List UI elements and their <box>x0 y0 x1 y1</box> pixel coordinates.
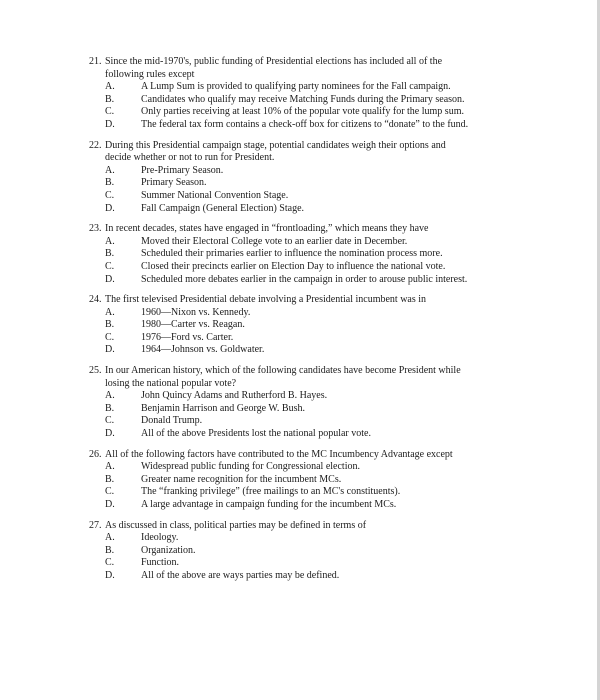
answer-option-c <box>89 486 559 499</box>
question-text: All of the following factors have contributed to the MC Incumbency Advantage except <box>105 448 453 460</box>
answer-option-a <box>89 307 559 320</box>
question-stem <box>89 223 559 236</box>
question-stem <box>89 140 559 165</box>
option-letter: B. <box>105 402 115 414</box>
question-stem <box>89 449 559 462</box>
option-text: 1960—Nixon vs. Kennedy. <box>141 306 251 318</box>
option-letter: B. <box>105 177 115 189</box>
option-letter: D. <box>105 569 115 581</box>
question-stem <box>89 365 559 390</box>
option-text: A Lump Sum is provided to qualifying party nominees for the Fall campaign. <box>141 81 451 93</box>
option-letter: B. <box>105 544 115 556</box>
option-list <box>89 307 559 357</box>
answer-option-d <box>89 570 559 583</box>
option-text: Fall Campaign (General Election) Stage. <box>141 202 305 214</box>
option-text: John Quincy Adams and Rutherford B. Hayes. <box>141 390 328 402</box>
option-letter: D. <box>105 273 115 285</box>
question-list <box>89 56 559 591</box>
option-letter: D. <box>105 118 115 130</box>
answer-option-b <box>89 403 559 416</box>
option-text: 1964—Johnson vs. Goldwater. <box>141 344 265 356</box>
option-text: 1980—Carter vs. Reagan. <box>141 319 245 331</box>
option-letter: D. <box>105 202 115 214</box>
option-letter: C. <box>105 557 115 569</box>
option-letter: C. <box>105 415 115 427</box>
option-letter: A. <box>105 81 115 93</box>
option-letter: A. <box>105 461 115 473</box>
option-letter: D. <box>105 428 115 440</box>
answer-option-d <box>89 499 559 512</box>
option-letter: A. <box>105 306 115 318</box>
answer-option-b <box>89 545 559 558</box>
option-text: A large advantage in campaign funding for the incumbent MCs. <box>141 499 397 510</box>
option-letter: B. <box>105 319 115 331</box>
question-stem <box>89 520 559 533</box>
option-letter: A. <box>105 164 115 176</box>
answer-option-b <box>89 474 559 487</box>
question-number: 24. <box>89 294 102 306</box>
question-26 <box>89 449 559 512</box>
answer-option-b <box>89 319 559 332</box>
option-letter: C. <box>105 189 115 201</box>
question-27 <box>89 520 559 583</box>
answer-option-b <box>89 177 559 190</box>
question-number: 22. <box>89 139 102 151</box>
option-list <box>89 390 559 440</box>
question-stem <box>89 56 559 81</box>
option-text: Widespread public funding for Congressional election. <box>141 461 360 473</box>
option-text: Function. <box>141 557 180 569</box>
option-letter: C. <box>105 331 115 343</box>
answer-option-b <box>89 248 559 261</box>
answer-option-c <box>89 190 559 203</box>
answer-option-a <box>89 532 559 545</box>
answer-option-c <box>89 415 559 428</box>
option-letter: C. <box>105 260 115 272</box>
answer-option-d <box>89 119 559 132</box>
answer-option-a <box>89 461 559 474</box>
question-number: 27. <box>89 519 102 531</box>
question-23 <box>89 223 559 286</box>
option-list <box>89 165 559 215</box>
option-text: Organization. <box>141 544 196 556</box>
option-letter: D. <box>105 344 115 356</box>
answer-option-d <box>89 274 559 287</box>
answer-option-a <box>89 165 559 178</box>
option-text: All of the above are ways parties may be defined. <box>141 569 340 581</box>
option-text: Primary Season. <box>141 177 207 189</box>
option-text: Donald Trump. <box>141 415 203 427</box>
question-text: In our American history, which of the following candidates have become President while losing the national popular vote? <box>105 365 461 389</box>
option-text: Only parties receiving at least 10% of the popular vote qualify for the lump sum. <box>141 106 464 118</box>
question-text: The first televised Presidential debate involving a Presidential incumbent was in <box>105 294 427 306</box>
answer-option-a <box>89 81 559 94</box>
option-letter: D. <box>105 499 115 510</box>
option-text: Moved their Electoral College vote to an earlier date in December. <box>141 235 408 247</box>
option-letter: B. <box>105 473 115 485</box>
option-letter: A. <box>105 532 115 544</box>
answer-option-d <box>89 428 559 441</box>
answer-option-a <box>89 236 559 249</box>
question-text: Since the mid-1970's, public funding of Presidential elections has included all of the following rules except <box>105 56 443 80</box>
option-text: 1976—Ford vs. Carter. <box>141 331 234 343</box>
question-number: 23. <box>89 223 102 235</box>
answer-option-b <box>89 94 559 107</box>
option-list <box>89 81 559 131</box>
option-letter: A. <box>105 235 115 247</box>
question-24 <box>89 294 559 357</box>
question-22 <box>89 140 559 216</box>
question-stem <box>89 294 559 307</box>
option-text: Ideology. <box>141 532 179 544</box>
option-list <box>89 532 559 582</box>
question-text: As discussed in class, political parties may be defined in terms of <box>105 519 367 531</box>
question-21 <box>89 56 559 132</box>
option-text: Benjamin Harrison and George W. Bush. <box>141 402 305 414</box>
option-text: Scheduled their primaries earlier to influence the nomination process more. <box>141 248 443 260</box>
question-number: 21. <box>89 56 102 67</box>
answer-option-c <box>89 106 559 119</box>
option-text: Scheduled more debates earlier in the campaign in order to arouse public interest. <box>141 273 468 285</box>
option-list <box>89 461 559 511</box>
option-letter: C. <box>105 486 115 498</box>
option-text: All of the above Presidents lost the national popular vote. <box>141 428 371 440</box>
answer-option-d <box>89 203 559 216</box>
question-text: During this Presidential campaign stage, potential candidates weigh their options and decide whether or not to run for President. <box>105 139 446 164</box>
question-number: 26. <box>89 448 102 460</box>
answer-option-c <box>89 332 559 345</box>
question-text: In recent decades, states have engaged in “frontloading,” which means they have <box>105 223 429 235</box>
answer-option-d <box>89 344 559 357</box>
option-text: The “franking privilege” (free mailings to an MC's constituents). <box>141 486 401 498</box>
question-25 <box>89 365 559 441</box>
option-text: The federal tax form contains a check-off box for citizens to “donate” to the fund. <box>141 118 469 130</box>
option-text: Closed their precincts earlier on Election Day to influence the national vote. <box>141 260 446 272</box>
question-number: 25. <box>89 365 102 377</box>
option-text: Pre-Primary Season. <box>141 164 224 176</box>
answer-option-c <box>89 261 559 274</box>
answer-option-a <box>89 390 559 403</box>
option-text: Greater name recognition for the incumbent MCs. <box>141 473 342 485</box>
answer-option-c <box>89 557 559 570</box>
option-letter: B. <box>105 93 115 105</box>
option-letter: C. <box>105 106 115 118</box>
option-text: Candidates who qualify may receive Matching Funds during the Primary season. <box>141 93 465 105</box>
option-list <box>89 236 559 286</box>
option-letter: A. <box>105 390 115 402</box>
option-letter: B. <box>105 248 115 260</box>
option-text: Summer National Convention Stage. <box>141 189 289 201</box>
